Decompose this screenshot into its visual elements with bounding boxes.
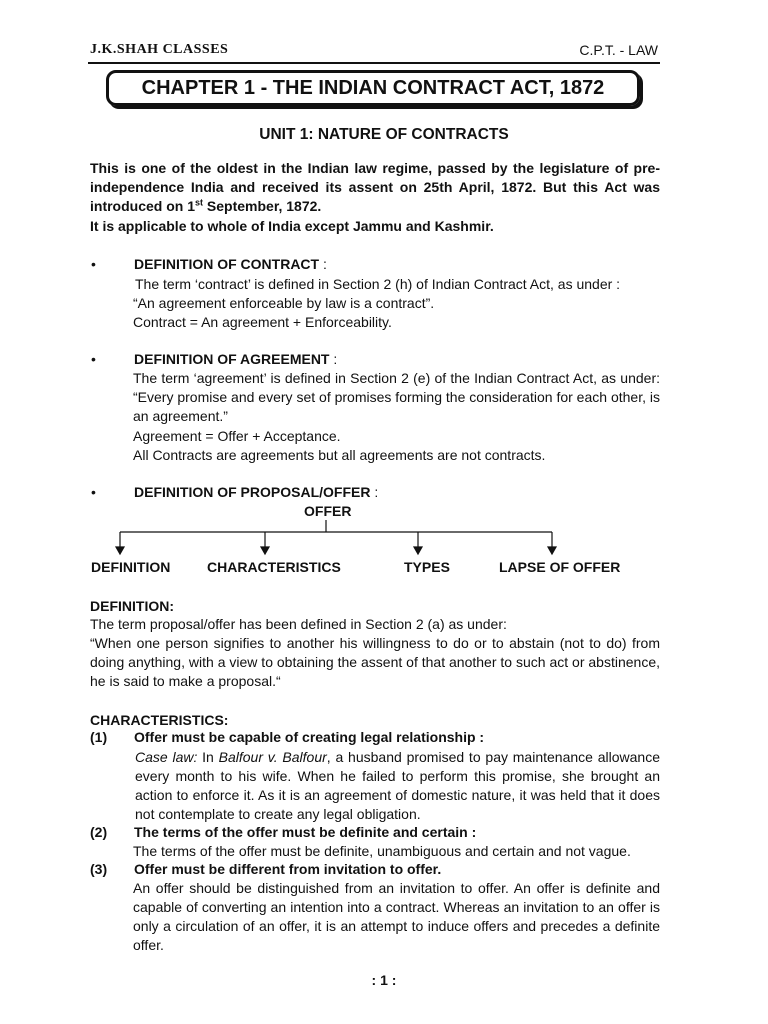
agreement-line-3: All Contracts are agreements but all agreements are not contracts. — [133, 447, 546, 463]
arrow-down-icon — [414, 547, 422, 554]
chapter-title-box — [106, 70, 640, 106]
bullet-icon: • — [91, 256, 96, 272]
item-number: (3) — [90, 861, 108, 877]
tree-branch-types: TYPES — [404, 559, 450, 575]
header-institute: J.K.SHAH CLASSES — [90, 42, 229, 57]
contract-line-2: “An agreement enforceable by law is a contract”. — [133, 295, 435, 311]
offer-heading — [134, 484, 378, 500]
intro-applicability: It is applicable to whole of India except Jammu and Kashmir. — [90, 218, 494, 234]
case-law-label: Case law: — [135, 749, 198, 765]
offer-heading-colon: : — [370, 484, 379, 500]
intro-text: This is one of the oldest in the Indian law regime, passed by the legislature of pre-independence India and received its assent on 25th April, 1872. But this Act was introduced on 1 — [90, 160, 660, 214]
arrow-down-icon — [548, 547, 556, 554]
contract-heading — [134, 256, 327, 272]
chapter-title: CHAPTER 1 - THE INDIAN CONTRACT ACT, 1872 — [141, 76, 605, 99]
offer-tree-root: OFFER — [304, 503, 352, 519]
tree-branch-lapse: LAPSE OF OFFER — [499, 559, 621, 575]
header-rule — [88, 62, 660, 64]
item-title: Offer must be different from invitation to offer. — [134, 861, 442, 877]
arrow-down-icon — [116, 547, 124, 554]
definition-quote: “When one person signifies to another his willingness to do or to abstain (not to do) from doing anything, with a view to obtaining the assent of that another to such act or abstinence, he is said to make a proposal.“ — [90, 635, 660, 689]
case-law-body: , a husband promised to pay maintenance allowance every month to his wife. When he failed to perform this promise, she brought an action to enforce it. As it is an agreement of domestic nature, it was held that it does not contemplate to create any legal obligation. — [135, 749, 660, 822]
contract-heading-colon: : — [319, 256, 327, 272]
offer-tree-connectors — [0, 515, 768, 560]
item-title: The terms of the offer must be definite and certain : — [134, 824, 477, 840]
contract-line-3: Contract = An agreement + Enforceability. — [133, 314, 392, 330]
agreement-heading-colon: : — [329, 351, 338, 367]
contract-heading-text: DEFINITION OF CONTRACT — [134, 256, 320, 272]
bullet-icon: • — [91, 351, 96, 367]
item-body: An offer should be distinguished from an invitation to offer. An offer is definite and capable of converting an intention into a contract. Whereas an invitation to an offer is only a circulation of an offer, it is an attempt to induce offers and precedes a definite offer. — [133, 880, 660, 953]
intro-text-end: September, 1872. — [203, 198, 322, 214]
item-number: (2) — [90, 824, 108, 840]
page-number: : 1 : — [371, 972, 397, 988]
definition-heading: DEFINITION: — [90, 598, 174, 614]
case-law-name: Balfour v. Balfour — [218, 749, 327, 765]
intro-paragraph — [90, 159, 660, 216]
unit-title: UNIT 1: NATURE OF CONTRACTS — [259, 126, 509, 143]
tree-branch-definition: DEFINITION — [91, 559, 171, 575]
intro-sup: st — [195, 197, 204, 208]
agreement-line-1: The term ‘agreement’ is defined in Section 2 (e) of the Indian Contract Act, as under: “Every promise and every set of promises forming the consideration for each other, is an agreement.” — [133, 370, 660, 424]
item-number: (1) — [90, 729, 108, 745]
offer-heading-text: DEFINITION OF PROPOSAL/OFFER — [134, 484, 371, 500]
agreement-heading — [134, 351, 337, 367]
item-body — [135, 748, 660, 824]
case-law-pre: In — [197, 749, 219, 765]
arrow-down-icon — [261, 547, 269, 554]
agreement-line-2: Agreement = Offer + Acceptance. — [133, 428, 341, 444]
item-title: Offer must be capable of creating legal relationship : — [134, 729, 485, 745]
definition-line-1: The term proposal/offer has been defined in Section 2 (a) as under: — [90, 616, 507, 632]
tree-branch-characteristics: CHARACTERISTICS — [207, 559, 341, 575]
bullet-icon: • — [91, 484, 96, 500]
header-subject: C.P.T. - LAW — [579, 42, 658, 58]
agreement-heading-text: DEFINITION OF AGREEMENT — [134, 351, 330, 367]
characteristics-heading: CHARACTERISTICS: — [90, 712, 229, 728]
contract-line-1: The term ‘contract’ is defined in Section 2 (h) of Indian Contract Act, as under : — [135, 276, 621, 292]
item-body: The terms of the offer must be definite, unambiguous and certain and not vague. — [133, 843, 631, 859]
